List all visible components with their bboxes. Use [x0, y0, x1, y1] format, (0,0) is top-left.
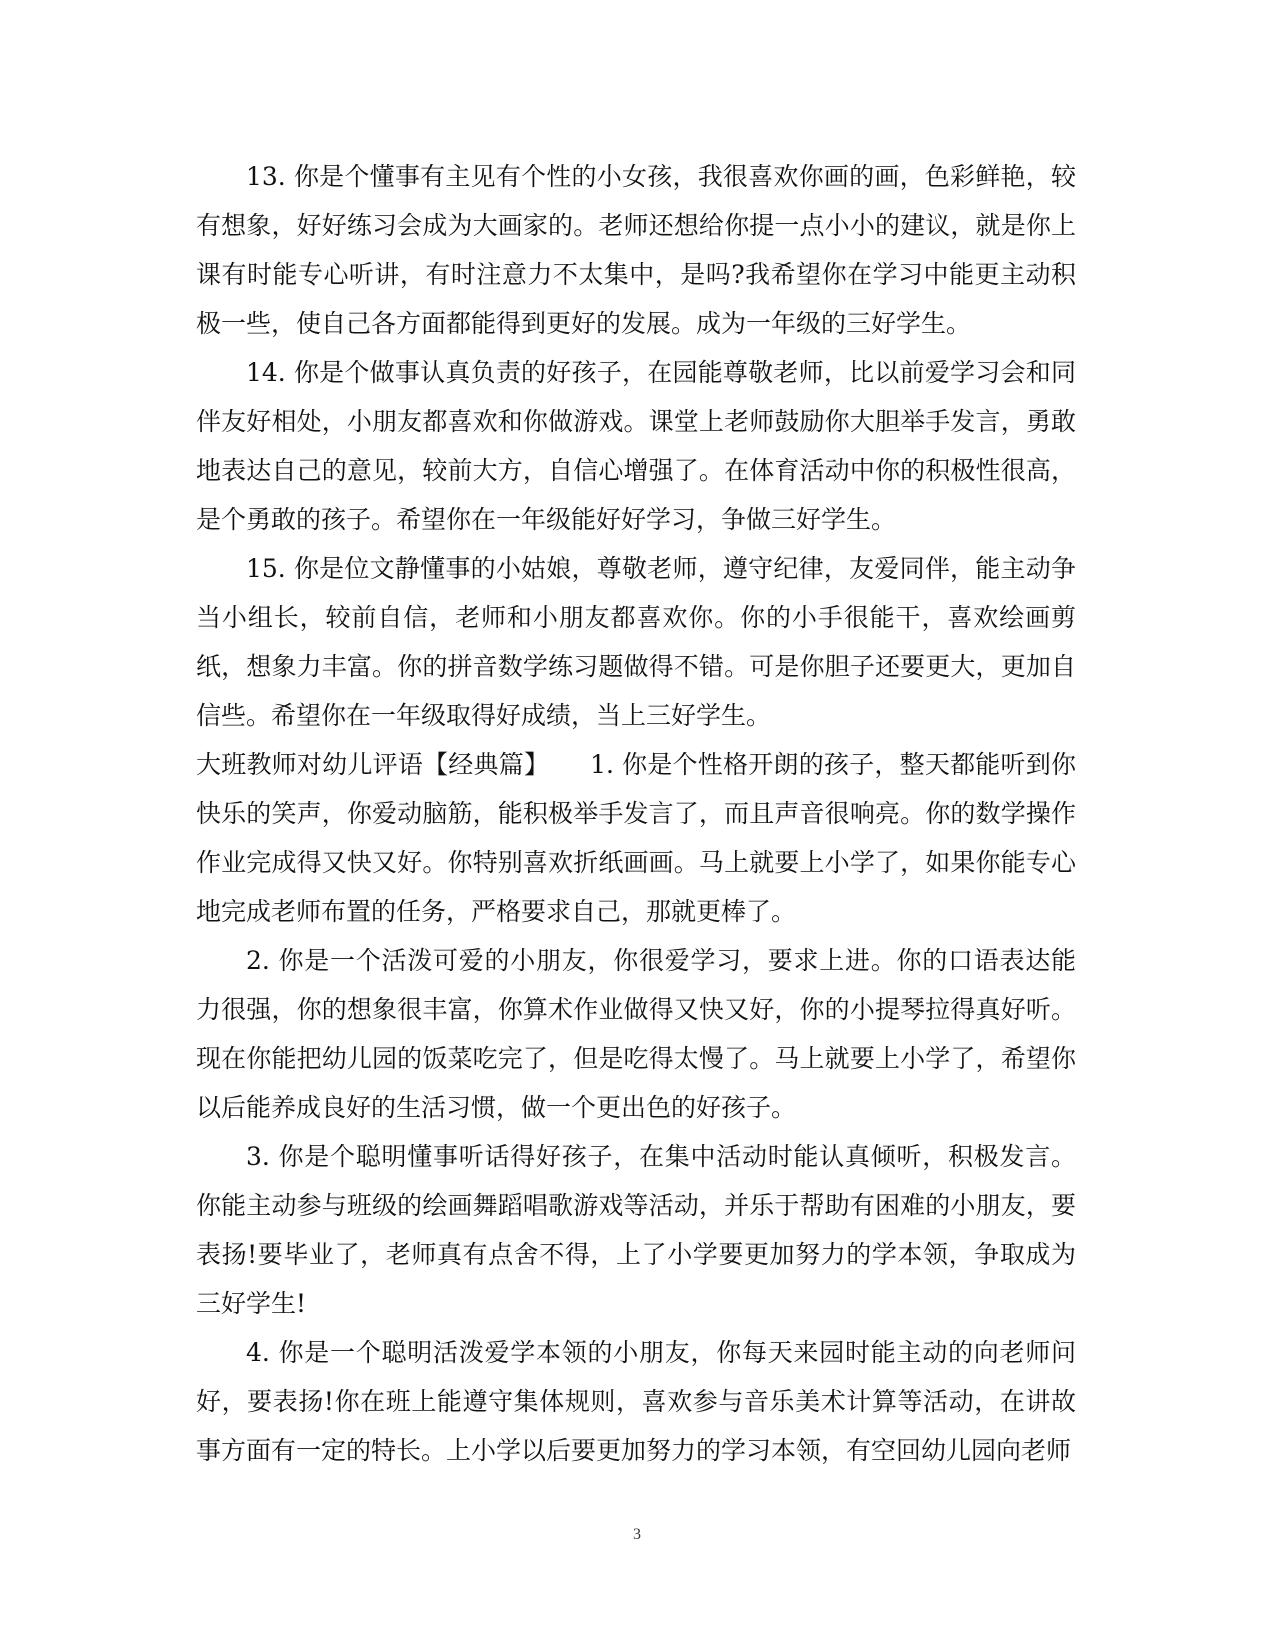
paragraph-section-heading-1: 大班教师对幼儿评语【经典篇】 1. 你是个性格开朗的孩子，整天都能听到你快乐的笑声，你爱动脑筋，能积极举手发言了，而且声音很响亮。你的数学操作作业完成得又快又好。你特别喜欢折纸画画。马上就要上小学了，如果你能专心地完成老师布置的任务，严格要求自己，那就更棒了。	[196, 750, 1076, 926]
paragraph-4: 4. 你是一个聪明活泼爱学本领的小朋友，你每天来园时能主动的向老师问好，要表扬!你在班上能遵守集体规则，喜欢参与音乐美术计算等活动，在讲故事方面有一定的特长。上小学以后要更加努力的学习本领，有空回幼儿园向老师	[196, 1338, 1076, 1465]
paragraph-15: 15. 你是位文静懂事的小姑娘，尊敬老师，遵守纪律，友爱同伴，能主动争当小组长，较前自信，老师和小朋友都喜欢你。你的小手很能干，喜欢绘画剪纸，想象力丰富。你的拼音数学练习题做得不错。可是你胆子还要更大，更加自信些。希望你在一年级取得好成绩，当上三好学生。	[196, 554, 1076, 730]
paragraph-13: 13. 你是个懂事有主见有个性的小女孩，我很喜欢你画的画，色彩鲜艳，较有想象，好好练习会成为大画家的。老师还想给你提一点小小的建议，就是你上课有时能专心听讲，有时注意力不太集中，是吗?我希望你在学习中能更主动积极一些，使自己各方面都能得到更好的发展。成为一年级的三好学生。	[196, 162, 1076, 338]
paragraph-2: 2. 你是一个活泼可爱的小朋友，你很爱学习，要求上进。你的口语表达能力很强，你的想象很丰富，你算术作业做得又快又好，你的小提琴拉得真好听。现在你能把幼儿园的饭菜吃完了，但是吃得太慢了。马上就要上小学了，希望你以后能养成良好的生活习惯，做一个更出色的好孩子。	[196, 946, 1076, 1122]
paragraph-14: 14. 你是个做事认真负责的好孩子，在园能尊敬老师，比以前爱学习会和同伴友好相处，小朋友都喜欢和你做游戏。课堂上老师鼓励你大胆举手发言，勇敢地表达自己的意见，较前大方，自信心增强了。在体育活动中你的积极性很高，是个勇敢的孩子。希望你在一年级能好好学习，争做三好学生。	[196, 358, 1076, 534]
page-number: 3	[633, 1526, 641, 1543]
document-body	[196, 152, 1076, 1475]
paragraph-3: 3. 你是个聪明懂事听话得好孩子，在集中活动时能认真倾听，积极发言。你能主动参与班级的绘画舞蹈唱歌游戏等活动，并乐于帮助有困难的小朋友，要表扬!要毕业了，老师真有点舍不得，上了小学要更加努力的学本领，争取成为三好学生!	[196, 1142, 1076, 1318]
